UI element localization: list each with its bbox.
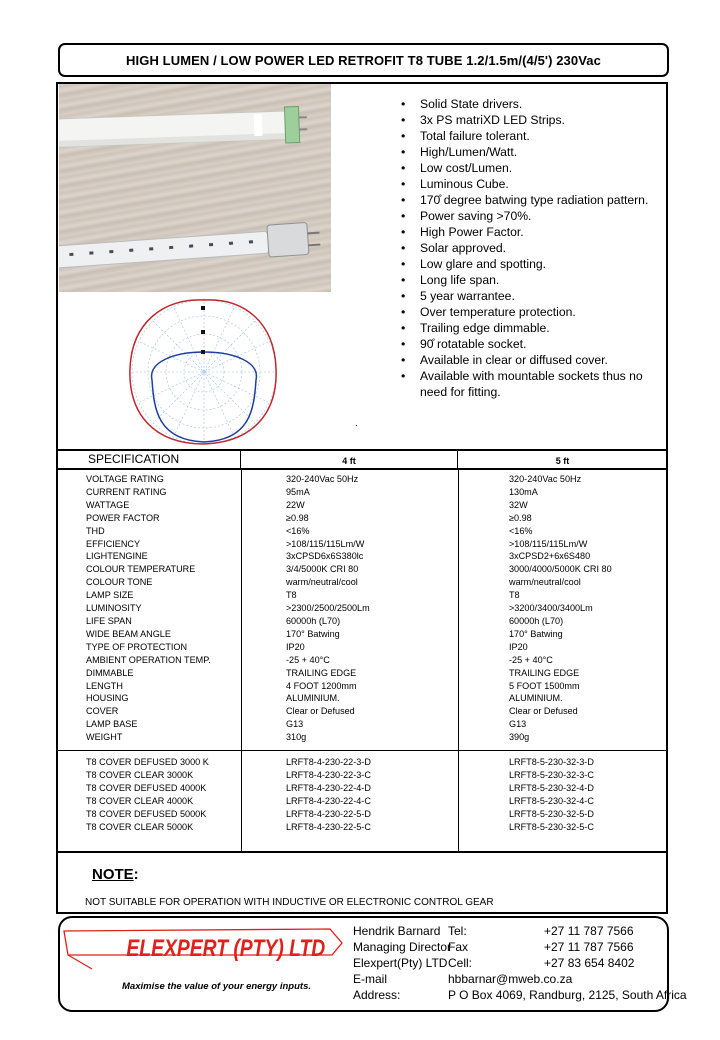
- spec-label: LAMP BASE: [86, 719, 138, 730]
- list-item: • Available in clear or diffused cover.: [400, 352, 662, 368]
- list-item: • High Power Factor.: [400, 224, 662, 240]
- code-value: LRFT8-5-230-32-3-D: [509, 757, 594, 767]
- contact-org: Elexpert(Pty) LTD: [353, 956, 448, 970]
- table-divider: [57, 750, 667, 751]
- spec-value: >108/115/115Lm/W: [286, 538, 365, 549]
- dot-mark: .: [355, 418, 358, 429]
- codes-5ft: [509, 756, 594, 833]
- note-text: NOT SUITABLE FOR OPERATION WITH INDUCTIVE OR ELECTRONIC CONTROL GEAR: [85, 897, 494, 908]
- list-item: • Luminous Cube.: [400, 176, 662, 192]
- spec-value: Clear or Defused: [286, 706, 355, 717]
- spec-label: AMBIENT OPERATION TEMP.: [86, 654, 211, 665]
- spec-label: WEIGHT: [86, 732, 123, 743]
- spec-value: 22W: [286, 499, 305, 510]
- spec-value: 32W: [509, 499, 528, 510]
- spec-values-5ft: [509, 473, 612, 744]
- list-item: • 90̊ rotatable socket.: [400, 336, 662, 352]
- spec-value: T8: [509, 590, 520, 601]
- spec-label: LIFE SPAN: [86, 615, 132, 626]
- spec-label: POWER FACTOR: [86, 512, 160, 523]
- spec-value: 3000/4000/5000K CRI 80: [509, 564, 612, 575]
- list-item: • Solar approved.: [400, 240, 662, 256]
- table-divider: [458, 470, 459, 852]
- spec-value: >2300/2500/2500Lm: [286, 603, 370, 614]
- list-item: • Total failure tolerant.: [400, 128, 662, 144]
- spec-value: ALUMINIUM.: [286, 693, 340, 704]
- spec-value: 60000h (L70): [286, 615, 341, 626]
- spec-value: 3/4/5000K CRI 80: [286, 564, 359, 575]
- spec-value: 3xCPSD2+6x6S480: [509, 551, 591, 562]
- spec-value: IP20: [509, 641, 528, 652]
- contact-names: [353, 923, 451, 1003]
- table-divider: [57, 851, 667, 853]
- spec-value: 170° Batwing: [286, 628, 340, 639]
- spec-value: Clear or Defused: [509, 706, 578, 717]
- list-item: • Low glare and spotting.: [400, 256, 662, 272]
- code-label: T8 COVER DEFUSED 5000K: [86, 808, 207, 819]
- company-name: ELEXPERT (PTY) LTD: [126, 933, 326, 962]
- email-label: E-mail: [353, 972, 388, 986]
- note-colon: :: [133, 866, 139, 883]
- spec-label: LIGHTENGINE: [86, 551, 148, 562]
- spec-value: 60000h (L70): [509, 615, 564, 626]
- spec-value: warm/neutral/cool: [286, 577, 358, 588]
- spec-label: HOUSING: [86, 693, 129, 704]
- list-item: • Long life span.: [400, 272, 662, 288]
- contact-role: Managing Director: [353, 940, 452, 954]
- spec-label: COLOUR TEMPERATURE: [86, 564, 196, 575]
- spec-label: WATTAGE: [86, 499, 130, 510]
- code-value: LRFT8-4-230-22-4-D: [286, 782, 371, 793]
- fax-label: Fax: [448, 940, 469, 954]
- spec-label: DIMMABLE: [86, 667, 134, 678]
- code-labels: [86, 756, 209, 833]
- code-label: T8 COVER DEFUSED 4000K: [86, 782, 207, 793]
- spec-value: >3200/3400/3400Lm: [509, 603, 593, 614]
- spec-header: SPECIFICATION: [57, 451, 241, 468]
- led-tube-image: [59, 84, 331, 292]
- product-photo: [59, 84, 331, 292]
- spec-value: 310g: [286, 732, 307, 743]
- spec-label: VOLTAGE RATING: [86, 474, 164, 484]
- contact-email-address: [448, 971, 687, 1003]
- spec-value: TRAILING EDGE: [286, 667, 357, 678]
- spec-label: COLOUR TONE: [86, 577, 153, 588]
- spec-value: 3xCPSD6x6S380lc: [286, 551, 364, 562]
- spec-value: ≥0.98: [509, 512, 532, 523]
- title-text: HIGH LUMEN / LOW POWER LED RETROFIT T8 TUBE 1.2/1.5m/(4/5') 230Vac: [126, 52, 601, 68]
- list-item: • Power saving >70%.: [400, 208, 662, 224]
- list-item: • Trailing edge dimmable.: [400, 320, 662, 336]
- code-value: LRFT8-5-230-32-5-C: [509, 821, 594, 832]
- contact-labels: [448, 923, 472, 971]
- spec-value: ≥0.98: [286, 512, 309, 523]
- spec-value: TRAILING EDGE: [509, 667, 580, 678]
- spec-label: WIDE BEAM ANGLE: [86, 628, 171, 639]
- spec-value: -25 + 40°C: [286, 654, 330, 665]
- code-value: LRFT8-5-230-32-4-C: [509, 795, 594, 806]
- company-logo: [62, 925, 344, 973]
- code-value: LRFT8-4-230-22-3-D: [286, 757, 371, 767]
- spec-label: THD: [86, 525, 105, 536]
- spec-value: G13: [509, 719, 527, 730]
- spec-header-row: [57, 449, 667, 470]
- spec-value: 4 FOOT 1200mm: [286, 680, 357, 691]
- list-item: • Over temperature protection.: [400, 304, 662, 320]
- code-value: LRFT8-4-230-22-4-C: [286, 795, 371, 806]
- code-label: T8 COVER CLEAR 5000K: [86, 821, 194, 832]
- code-label: T8 COVER CLEAR 4000K: [86, 795, 194, 806]
- note-title: NOTE: [92, 866, 134, 883]
- spec-value: 320-240Vac 50Hz: [286, 474, 359, 484]
- polar-diagram: [124, 292, 284, 450]
- list-item: • Low cost/Lumen.: [400, 160, 662, 176]
- code-label: T8 COVER CLEAR 3000K: [86, 769, 194, 780]
- spec-label: LENGTH: [86, 680, 123, 691]
- spec-value: <16%: [509, 525, 533, 536]
- spec-value: 390g: [509, 732, 530, 743]
- spec-value: T8: [286, 590, 297, 601]
- spec-value: 5 FOOT 1500mm: [509, 680, 580, 691]
- fax-number: +27 11 787 7566: [544, 940, 634, 954]
- tel-label: Tel:: [448, 924, 467, 938]
- spec-label: CURRENT RATING: [86, 486, 167, 497]
- spec-label: LAMP SIZE: [86, 590, 134, 601]
- table-divider: [241, 470, 242, 852]
- spec-value: G13: [286, 719, 304, 730]
- spec-label: LUMINOSITY: [86, 603, 142, 614]
- code-label: T8 COVER DEFUSED 3000 K: [86, 757, 209, 767]
- spec-value: warm/neutral/cool: [509, 577, 581, 588]
- spec-value: ALUMINIUM.: [509, 693, 563, 704]
- spec-value: 130mA: [509, 486, 538, 497]
- spec-label: TYPE OF PROTECTION: [86, 641, 188, 652]
- code-value: LRFT8-4-230-22-3-C: [286, 769, 371, 780]
- spec-value: <16%: [286, 525, 310, 536]
- spec-labels: [86, 473, 211, 744]
- spec-label: COVER: [86, 706, 119, 717]
- tel-number: +27 11 787 7566: [544, 924, 634, 938]
- spec-value: 320-240Vac 50Hz: [509, 474, 582, 484]
- spec-value: IP20: [286, 641, 305, 652]
- column-header-4ft: 4 ft: [241, 451, 458, 468]
- list-item: • 170̊ degree batwing type radiation pattern.: [400, 192, 662, 208]
- spec-values-4ft: [286, 473, 370, 744]
- postal-address: P O Box 4069, Randburg, 2125, South Africa: [448, 988, 687, 1002]
- contact-numbers: [544, 923, 634, 971]
- spec-value: 95mA: [286, 486, 310, 497]
- spec-value: 170° Batwing: [509, 628, 563, 639]
- tagline: Maximise the value of your energy inputs.: [122, 981, 311, 992]
- code-value: LRFT8-4-230-22-5-C: [286, 821, 371, 832]
- cell-label: Cell:: [448, 956, 473, 970]
- list-item: • Solid State drivers.: [400, 96, 662, 112]
- cell-number: +27 83 654 8402: [544, 956, 635, 970]
- code-value: LRFT8-5-230-32-5-D: [509, 808, 594, 819]
- note-heading: [92, 866, 139, 883]
- codes-4ft: [286, 756, 371, 833]
- list-item: • High/Lumen/Watt.: [400, 144, 662, 160]
- spec-label: EFFICIENCY: [86, 538, 141, 549]
- list-item: • Available with mountable sockets thus no need for fitting.: [400, 368, 662, 400]
- spec-value: >108/115/115Lm/W: [509, 538, 588, 549]
- list-item: • 5 year warrantee.: [400, 288, 662, 304]
- feature-list: [400, 96, 662, 400]
- code-value: LRFT8-5-230-32-4-D: [509, 782, 594, 793]
- email-address[interactable]: hbbarnar@mweb.co.za: [448, 972, 573, 986]
- column-header-5ft: 5 ft: [555, 456, 570, 466]
- list-item: • 3x PS matriXD LED Strips.: [400, 112, 662, 128]
- code-value: LRFT8-5-230-32-3-C: [509, 769, 594, 780]
- address-label: Address:: [353, 988, 401, 1002]
- spec-value: -25 + 40°C: [509, 654, 553, 665]
- code-value: LRFT8-4-230-22-5-D: [286, 808, 371, 819]
- contact-name: Hendrik Barnard: [353, 924, 441, 938]
- document-title: [58, 43, 669, 77]
